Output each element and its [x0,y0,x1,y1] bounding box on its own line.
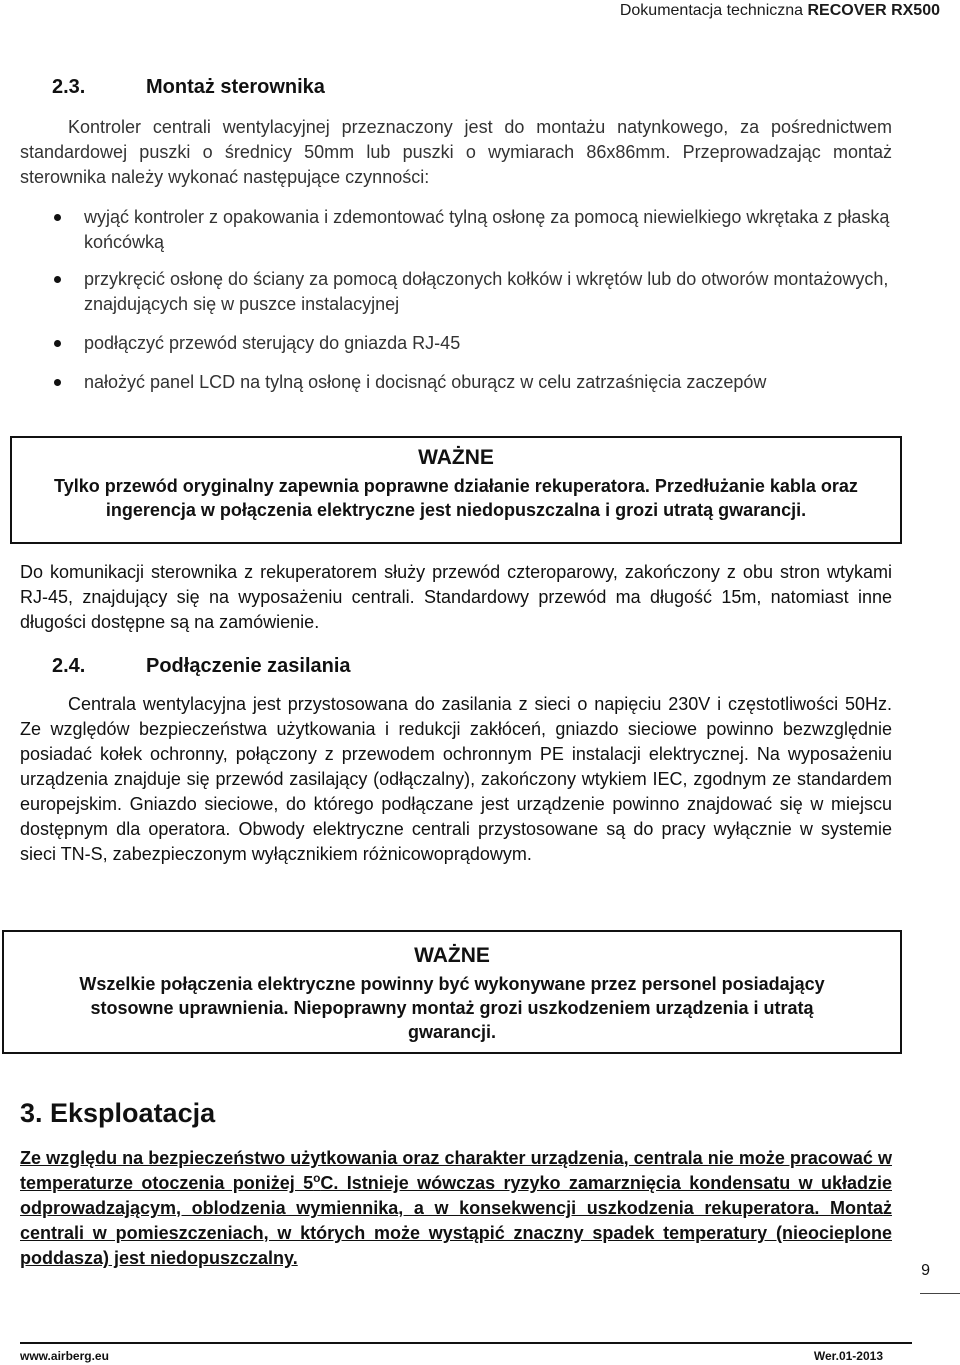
operation-warning-text: Ze względu na bezpieczeństwo użytkowania oraz charakter urządzenia, centrala nie może pracować w temperaturze otoczenia poniżej 5$^o$C. Istnieje wówczas ryzyko zamarznięcia kondensatu w układzie odprowadzającym, oblodzenia wymiennika, a w konsekwencji uszkodzenia rekuperatora. Montaż centrali w pomieszczeniach, w których może wystąpić znaczny spadek temperatury (nieocieplone poddasza) jest niedopuszczalny. [20,1148,892,1268]
section-number: 2.3. [52,76,86,98]
bullet-icon [54,214,61,221]
section-2-4-heading [52,655,351,678]
warning-title: WAŻNE [414,944,490,967]
warning-text: Wszelkie połączenia elektryczne powinny być wykonywane przez personel posiadający stosowne uprawnienia. Niepoprawny montaż grozi uszkodzeniem urządzenia i utratą gwarancji. [79,974,825,1042]
warning-box-electrical [2,930,902,1054]
warning-text: Tylko przewód oryginalny zapewnia poprawne działanie rekuperatora. Przedłużanie kabla oraz ingerencja w połączenia elektryczne jest niedopuszczalna i grozi utratą gwarancji. [54,476,858,520]
header-title-prefix: Dokumentacja techniczna [619,2,808,19]
section-2-3-heading [52,76,325,99]
warning-box-cable [10,436,902,544]
degree-superscript: o [313,1171,321,1185]
mounting-steps-list [52,205,902,395]
section-number: 2.4. [52,655,86,677]
list-item: wyjąć kontroler z opakowania i zdemontować tylną osłonę za pomocą niewielkiego wkrętaka z płaską końcówką [52,205,902,255]
list-item: podłączyć przewód sterujący do gniazda RJ-45 [52,331,902,356]
cable-description: Do komunikacji sterownika z rekuperatorem służy przewód czteroparowy, zakończony z obu stron wtykami RJ-45, znajdujący się na wyposażeniu centrali. Standardowy przewód ma długość 15m, natomiast inne długości dostępne są na zamówienie. [20,562,892,632]
document-header [620,2,940,20]
page-number: 9 [921,1262,930,1279]
bullet-icon [54,340,61,347]
list-item: przykręcić osłonę do ściany za pomocą dołączonych kołków i wkrętów lub do otworów montażowych, znajdujących się w puszce instalacyjnej [52,267,902,317]
footer-website: www.airberg.eu [20,1349,109,1363]
footer-divider [20,1342,912,1344]
bullet-icon [54,379,61,386]
list-item: nałożyć panel LCD na tylną osłonę i docisnąć oburącz w celu zatrzaśnięcia zaczepów [52,370,902,395]
section-title: Podłączenie zasilania [146,655,351,677]
warning-title: WAŻNE [418,446,494,469]
footer-version: Wer.01-2013 [813,1349,883,1363]
bullet-icon [54,276,61,283]
header-title-product: RECOVER RX500 [807,2,940,19]
section-2-3-intro: Kontroler centrali wentylacyjnej przeznaczony jest do montażu natynkowego, za pośrednictwem standardowej puszki o średnicy 50mm lub puszki o wymiarach 86x86mm. Przeprowadzając montaż sterownika należy wykonać następujące czynności: [20,117,892,187]
section-3-heading: 3. Eksploatacja [20,1098,216,1128]
section-title: Montaż sterownika [146,76,325,98]
power-supply-text: Centrala wentylacyjna jest przystosowana do zasilania z sieci o napięciu 230V i częstotliwości 50Hz. Ze względów bezpieczeństwa użytkowania i redukcji zakłóceń, gniazdo sieciowe powinno bezwzględnie posiadać kołek ochronny, połączony z przewodem ochronnym PE instalacji elektrycznej. Na wyposażeniu urządzenia znajduje się przewód zasilający (odłączalny), zakończony wtykiem IEC, zgodnym ze standardem europejskim. Gniazdo sieciowe, do którego podłączane jest urządzenie powinno znajdować się w miejscu dostępnym dla operatora. Obwody elektryczne centrali przystosowane są do pracy wyłącznie w systemie sieci TN-S, zabezpieczonym wyłącznikiem różnicowoprądowym. [20,694,892,864]
page-number-divider [920,1293,960,1294]
